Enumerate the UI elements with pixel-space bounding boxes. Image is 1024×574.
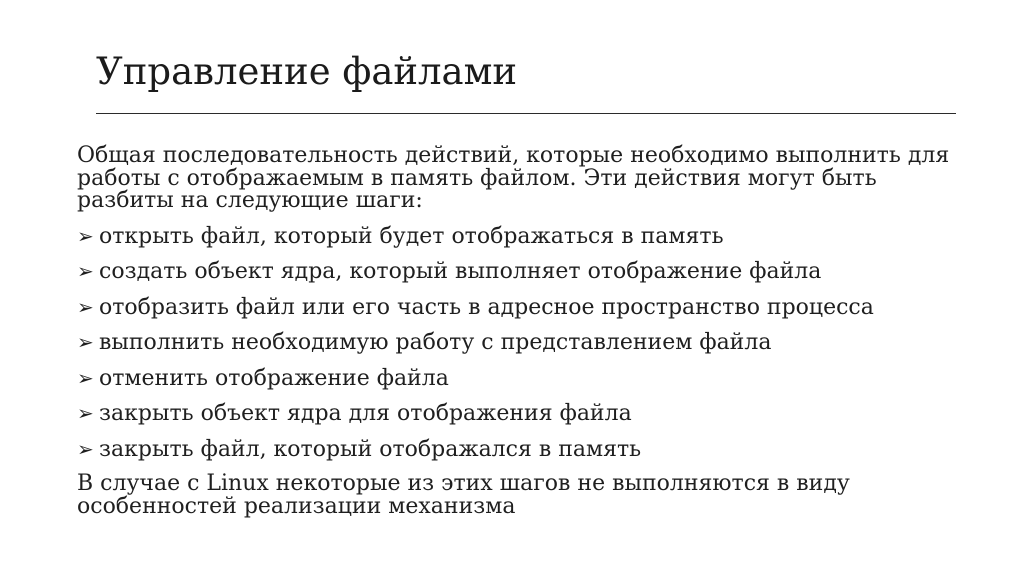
list-item	[77, 402, 957, 426]
title-divider	[96, 113, 956, 114]
arrow-bullet-icon: ➢	[77, 330, 94, 354]
steps-list	[77, 225, 957, 462]
list-item	[77, 296, 957, 320]
slide-content	[77, 145, 957, 518]
arrow-bullet-icon: ➢	[77, 365, 94, 390]
step-text: отменить отображение файла	[99, 365, 449, 391]
step-text: отобразить файл или его часть в адресное пространство процесса	[99, 294, 874, 320]
step-text: создать объект ядра, который выполняет отображение файла	[99, 259, 822, 284]
list-item	[77, 331, 957, 355]
list-item	[77, 260, 957, 284]
list-item	[77, 225, 957, 249]
step-text: закрыть объект ядра для отображения файла	[99, 401, 632, 426]
arrow-bullet-icon: ➢	[77, 294, 94, 319]
arrow-bullet-icon: ➢	[77, 223, 94, 248]
step-text: закрыть файл, который отображался в память	[99, 436, 642, 462]
list-item	[77, 367, 957, 391]
arrow-bullet-icon: ➢	[77, 436, 94, 461]
closing-paragraph: В случае с Linux некоторые из этих шагов не выполняются в виду особенностей реализации механизма	[77, 471, 850, 519]
step-text: открыть файл, который будет отображаться в память	[99, 223, 724, 249]
arrow-bullet-icon: ➢	[77, 259, 94, 283]
intro-paragraph: Общая последовательность действий, которые необходимо выполнить для работы с отображаемым в память файлом. Эти действия могут быть разбиты на следующие шаги:	[77, 143, 950, 213]
list-item	[77, 438, 957, 462]
arrow-bullet-icon: ➢	[77, 401, 94, 425]
step-text: выполнить необходимую работу с представлением файла	[99, 330, 772, 355]
slide-title: Управление файлами	[96, 50, 518, 93]
